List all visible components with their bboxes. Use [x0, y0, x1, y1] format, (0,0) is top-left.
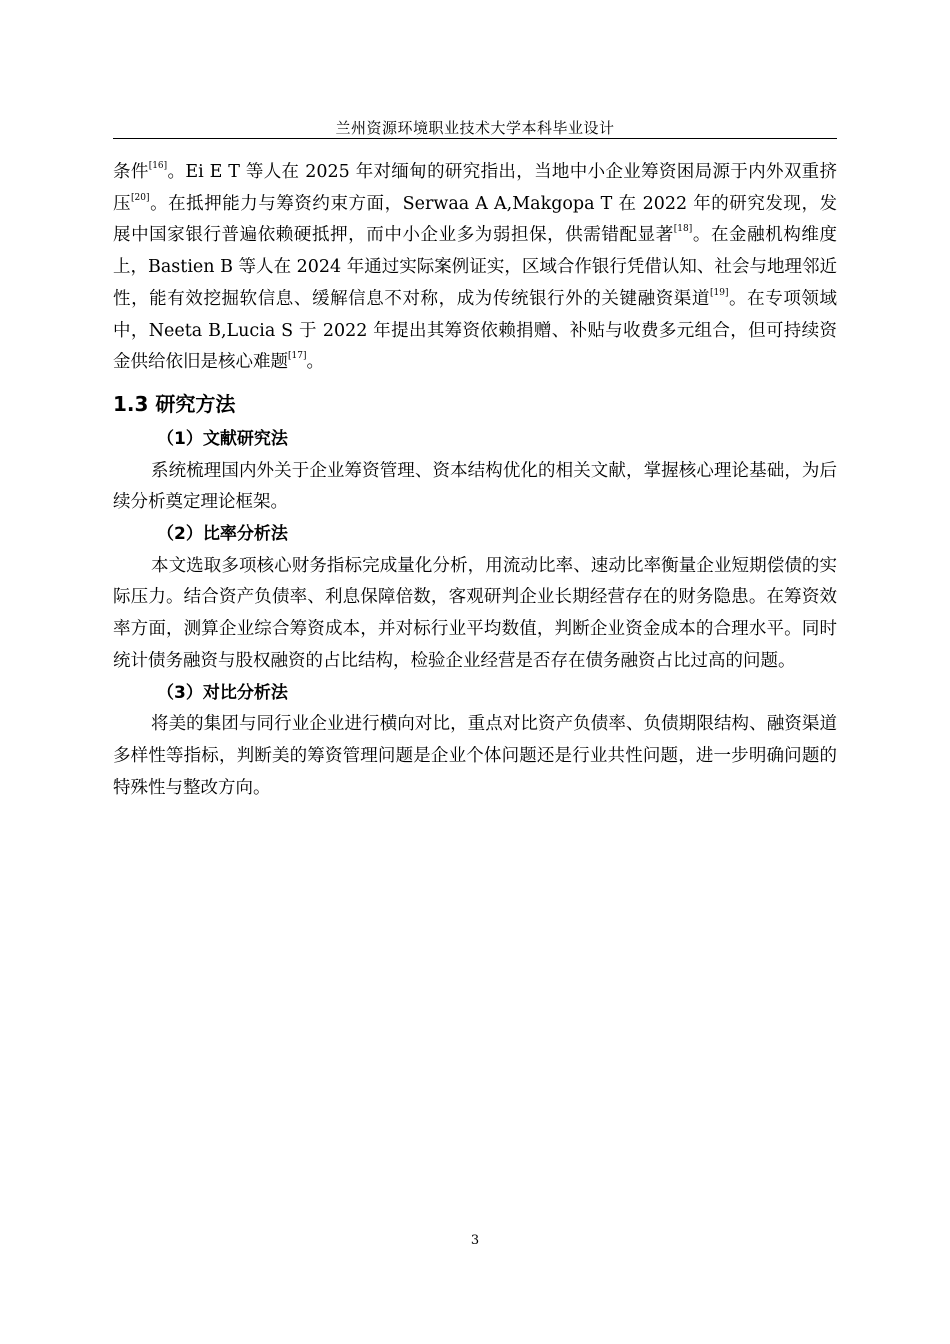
text-run: 。: [306, 352, 324, 373]
section-heading: 1.3 研究方法: [113, 391, 236, 416]
method-body-ratio: 本文选取多项核心财务指标完成量化分析，用流动比率、速动比率衡量企业短期偿债的实际压力。结合资产负债率、利息保障倍数，客观研判企业长期经营存在的财务隐患。在筹资效率方面，测算企业综合筹资成本，并对标行业平均数值，判断企业资金成本的合理水平。同时统计债务融资与股权融资的占比结构，检验企业经营是否存在债务融资占比过高的问题。: [113, 555, 837, 671]
page-header-title: 兰州资源环境职业技术大学本科毕业设计: [335, 119, 615, 137]
method-heading-ratio: （2）比率分析法: [157, 524, 288, 545]
text-run: 。Ei E T 等人在 2025 年对缅甸的研究指出，当地中小企业筹资困局源于内外双重挤压: [113, 162, 838, 214]
paragraph-literature-review: [113, 157, 837, 379]
method-body-comparison: 将美的集团与同行业企业进行横向对比，重点对比资产负债率、负债期限结构、融资渠道多样性等指标，判断美的筹资管理问题是企业个体问题还是行业共性问题，进一步明确问题的特殊性与整改方向。: [113, 714, 837, 798]
method-heading-comparison: （3）对比分析法: [157, 682, 288, 703]
page-number: 3: [470, 1233, 480, 1248]
page-body: [113, 157, 837, 804]
citation-ref: [18]: [673, 224, 693, 235]
citation-ref: [19]: [709, 287, 729, 298]
citation-ref: [17]: [288, 351, 307, 362]
text-run: 。在金融机构维度上，Bastien B 等人在 2024 年通过实际案例证实，区域合作银行凭借认知、社会与地理邻近性，能有效挖掘软信息、缓解信息不对称，成为传统银行外的关键融资渠道: [113, 225, 838, 309]
text-run: 条件: [113, 162, 149, 182]
header-divider: [113, 138, 837, 139]
method-heading-literature: （1）文献研究法: [157, 428, 288, 449]
citation-ref: [16]: [148, 161, 168, 171]
method-body-literature: 系统梳理国内外关于企业筹资管理、资本结构优化的相关文献，掌握核心理论基础，为后续分析奠定理论框架。: [113, 460, 837, 513]
citation-ref: [20]: [131, 192, 150, 203]
text-run: 。在抵押能力与筹资约束方面，Serwaa A A,Makgopa T 在 2022 年的研究发现，发展中国家银行普遍依赖硬抵押，而中小企业多为弱担保，供需错配显著: [113, 193, 838, 246]
text-run: 。在专项领域中，Neeta B,Lucia S 于 2022 年提出其筹资依赖捐赠、补贴与收费多元组合，但可持续资金供给依旧是核心难题: [113, 288, 838, 373]
